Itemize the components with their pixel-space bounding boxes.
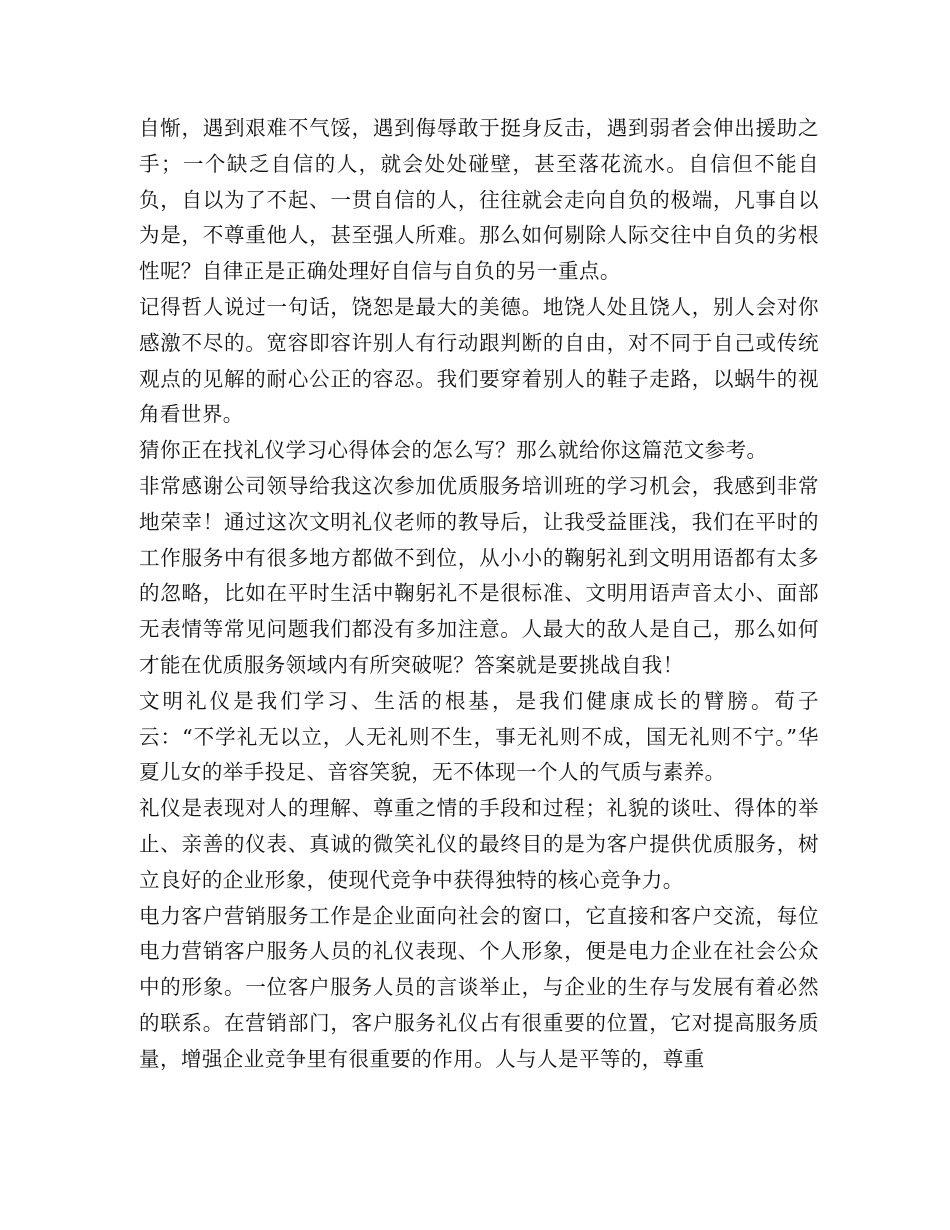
paragraph-6: 礼仪是表现对人的理解、尊重之情的手段和过程；礼貌的谈吐、得体的举止、亲善的仪表、真诚的微笑礼仪的最终目的是为客户提供优质服务，树立良好的企业形象，使现代竞争中获得独特的核心竞争力。 bbox=[139, 796, 819, 892]
paragraph-1: 自惭，遇到艰难不气馁，遇到侮辱敢于挺身反击，遇到弱者会伸出援助之手；一个缺乏自信的人，就会处处碰壁，甚至落花流水。自信但不能自负，自以为了不起、一贯自信的人，往往就会走向自负的极端，凡事自以为是，不尊重他人，甚至强人所难。那么如何剔除人际交往中自负的劣根性呢？自律正是正确处理好自信与自负的另一重点。 bbox=[139, 116, 819, 284]
paragraph-2: 记得哲人说过一句话，饶恕是最大的美德。地饶人处且饶人，别人会对你感激不尽的。宽容即容许别人有行动跟判断的自由，对不同于自己或传统观点的见解的耐心公正的容忍。我们要穿着别人的鞋子走路，以蜗牛的视角看世界。 bbox=[139, 294, 819, 427]
paragraph-3: 猜你正在找礼仪学习心得体会的怎么写？那么就给你这篇范文参考。 bbox=[139, 438, 768, 463]
document-body bbox=[139, 111, 819, 1078]
paragraph-5: 文明礼仪是我们学习、生活的根基，是我们健康成长的臂膀。荀子云：“不学礼无以立，人无礼则不生，事无礼则不成，国无礼则不宁。”华夏儿女的举手投足、音容笑貌，无不体现一个人的气质与素养。 bbox=[139, 688, 819, 785]
paragraph-7: 电力客户营销服务工作是企业面向社会的窗口，它直接和客户交流，每位电力营销客户服务人员的礼仪表现、个人形象，便是电力企业在社会公众中的形象。一位客户服务人员的言谈举止，与企业的生存与发展有着必然的联系。在营销部门，客户服务礼仪占有很重要的位置，它对提高服务质量，增强企业竞争里有很重要的作用。人与人是平等的，尊重 bbox=[139, 903, 819, 1071]
paragraph-4: 非常感谢公司领导给我这次参加优质服务培训班的学习机会，我感到非常地荣幸！通过这次文明礼仪老师的教导后，让我受益匪浅，我们在平时的工作服务中有很多地方都做不到位，从小小的鞠躬礼到文明用语都有太多的忽略，比如在平时生活中鞠躬礼不是很标准、文明用语声音太小、面部无表情等常见问题我们都没有多加注意。人最大的敌人是自己，那么如何才能在优质服务领域内有所突破呢？答案就是要挑战自我！ bbox=[139, 473, 819, 677]
